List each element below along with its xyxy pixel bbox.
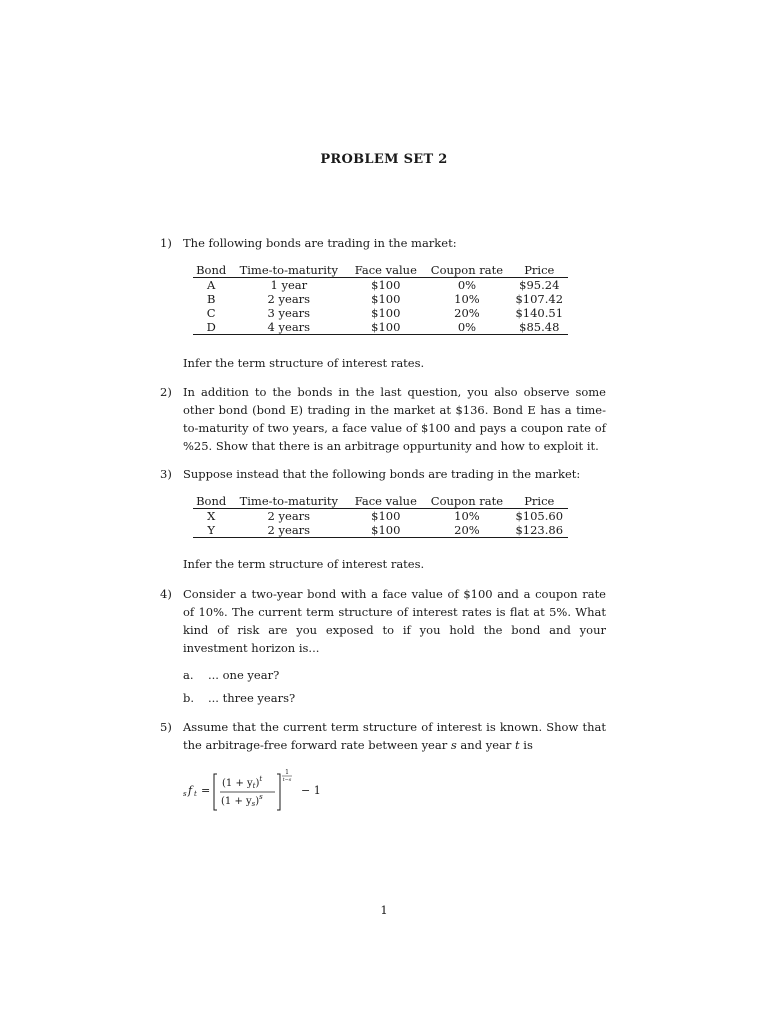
question-note: Infer the term structure of interest rates. (183, 557, 425, 571)
column-header: Time-to-maturity (229, 263, 348, 278)
exponent-numerator: 1 (285, 769, 289, 776)
sub-question-label: a. (183, 668, 194, 682)
table-cell: 4 years (229, 320, 348, 335)
table-cell: $105.60 (515, 509, 564, 523)
table-cell: $123.86 (511, 523, 568, 538)
question-number: 2) (160, 385, 172, 399)
sub-question-label: b. (183, 691, 195, 705)
question-number: 4) (160, 587, 172, 601)
table-cell: 20% (423, 523, 510, 538)
question-text-part: is (519, 738, 533, 752)
column-header: Face value (348, 263, 423, 278)
column-header: Coupon rate (423, 263, 510, 278)
question-text (183, 718, 606, 754)
formula-denominator: $(1 + y_s)^s$ (221, 793, 263, 808)
table-cell: 2 years (267, 509, 311, 523)
question-5 (160, 718, 606, 754)
formula-sub-s: s (183, 790, 187, 798)
question-text-part: Assume that the current term structure of interest is known. Show that the arbitrage-free forward rate between year (183, 720, 606, 752)
sub-question-b (183, 691, 295, 705)
exponent-denominator: t−s (282, 777, 292, 783)
question-text: The following bonds are trading in the market: (183, 236, 457, 250)
table-cell: $100 (348, 320, 423, 335)
page-number: 1 (380, 903, 388, 917)
column-header: Face value (348, 494, 423, 509)
question-number: 5) (160, 720, 172, 734)
sub-question-text: ... one year? (208, 668, 280, 682)
table-cell: $100 (371, 292, 401, 306)
formula-numerator: $(1 + y_t)^t$ (222, 775, 263, 790)
table-cell: $140.51 (515, 306, 564, 320)
formula-equals: = (201, 784, 211, 797)
table-header-row (193, 263, 568, 278)
table-cell: 1 year (270, 278, 308, 292)
table-header-row (193, 494, 568, 509)
question-3 (160, 465, 606, 483)
table-cell: $107.42 (515, 292, 564, 306)
formula-minus-one: − 1 (301, 784, 321, 797)
question-text: Consider a two-year bond with a face value of $100 and a coupon rate of 10%. The current term structure of interest rates is flat at 5%. What kind of risk are you exposed to if you hold the bond and your investment horizon is... (183, 587, 606, 655)
table-cell: 0% (423, 320, 510, 335)
formula-f: f (188, 784, 193, 797)
formula-sub-t: t (194, 790, 197, 798)
table-cell: $95.24 (519, 278, 560, 292)
question-1 (160, 234, 606, 252)
table-row (193, 509, 568, 524)
question-text: In addition to the bonds in the last question, you also observe some other bond (bond E) trading in the market at $136. Bond E has a time-to-maturity of two years, a face value of $100 and pays a coupon rate of %25. Show that there is an arbitrage oppurtunity and how to exploit it. (183, 385, 606, 453)
left-bracket (214, 774, 217, 810)
question-2 (160, 383, 606, 455)
bond-table-2 (193, 494, 568, 538)
sub-question-a (183, 668, 279, 682)
table-row (193, 523, 568, 538)
table-cell: $100 (371, 306, 401, 320)
table-cell: 10% (454, 292, 480, 306)
table-cell: Y (193, 523, 229, 538)
table-cell: 3 years (267, 306, 311, 320)
question-text: Suppose instead that the following bonds are trading in the market: (183, 467, 581, 481)
variable-t: t (515, 738, 520, 752)
question-note: Infer the term structure of interest rates. (183, 356, 425, 370)
table-row (193, 320, 568, 335)
page-title: PROBLEM SET 2 (320, 152, 448, 167)
column-header: Coupon rate (423, 494, 510, 509)
column-header: Price (511, 494, 568, 509)
forward-rate-formula (183, 768, 343, 816)
table-cell: 2 years (267, 292, 311, 306)
table-cell: $85.48 (511, 320, 568, 335)
table-cell: X (207, 509, 216, 523)
question-number: 1) (160, 236, 172, 250)
table-cell: $100 (371, 278, 401, 292)
question-4 (160, 585, 606, 657)
question-number: 3) (160, 467, 172, 481)
column-header: Bond (193, 494, 229, 509)
column-header: Time-to-maturity (229, 494, 348, 509)
table-cell: $100 (371, 509, 401, 523)
table-cell: 0% (457, 278, 477, 292)
column-header: Price (511, 263, 568, 278)
sub-question-text: ... three years? (208, 691, 296, 705)
table-cell: $100 (348, 523, 423, 538)
table-cell: 10% (454, 509, 480, 523)
right-bracket (277, 774, 280, 810)
table-cell: A (207, 278, 216, 292)
table-cell: 2 years (229, 523, 348, 538)
table-row (193, 292, 568, 306)
variable-s: s (450, 738, 457, 752)
table-cell: 20% (454, 306, 480, 320)
table-row (193, 306, 568, 320)
table-cell: B (206, 292, 216, 306)
question-text-part: and year (456, 738, 516, 752)
column-header: Bond (193, 263, 229, 278)
table-cell: D (193, 320, 229, 335)
table-row (193, 278, 568, 293)
table-cell: C (206, 306, 216, 320)
bond-table-1 (193, 263, 568, 335)
